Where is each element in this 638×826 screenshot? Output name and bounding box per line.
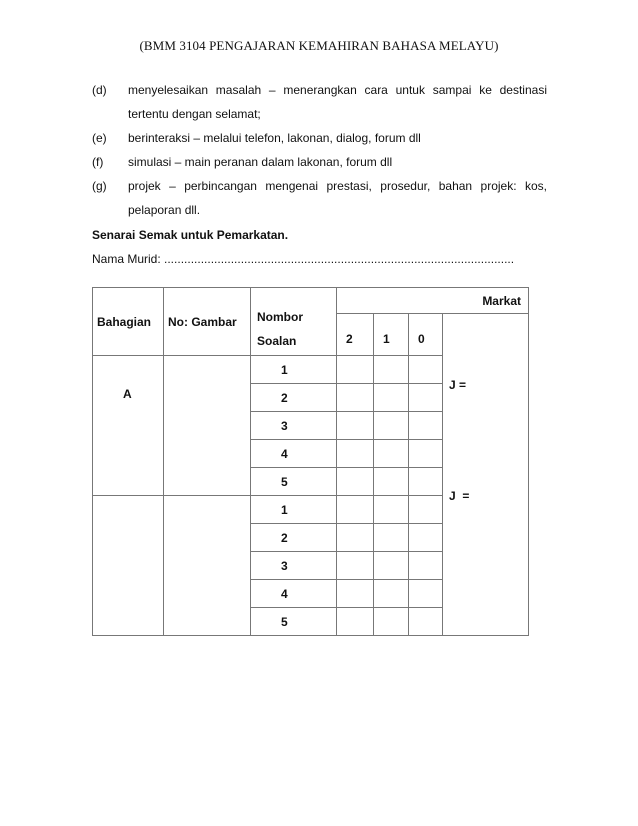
mark-cell[interactable]	[337, 496, 374, 524]
list-marker: (d)	[92, 83, 107, 97]
group-b-label	[93, 496, 164, 636]
group-a-text: A	[123, 386, 132, 401]
activity-list	[92, 78, 547, 222]
question-number: 5	[251, 608, 337, 636]
mark-cell[interactable]	[409, 384, 443, 412]
header-mark-1: 1	[374, 314, 409, 356]
student-name-line: Nama Murid: .........................................................................................................	[92, 252, 515, 266]
total-label-b: J =	[449, 489, 470, 503]
mark-cell[interactable]	[337, 412, 374, 440]
list-text: simulasi – main peranan dalam lakonan, forum dll	[128, 155, 393, 169]
mark-cell[interactable]	[337, 356, 374, 384]
list-text: projek – perbincangan mengenai prestasi, prosedur, bahan projek: kos, pelaporan dll.	[128, 179, 547, 217]
mark-cell[interactable]	[337, 608, 374, 636]
list-marker: (f)	[92, 155, 104, 169]
header-mark-0: 0	[409, 314, 443, 356]
header-no-gambar	[164, 288, 251, 356]
header-bahagian	[93, 288, 164, 356]
mark-cell[interactable]	[337, 524, 374, 552]
list-marker: (g)	[92, 179, 107, 193]
mark-cell[interactable]	[409, 552, 443, 580]
header-nombor-soalan: Nombor Soalan	[251, 288, 337, 356]
header-bahagian-label: Bahagian	[97, 314, 152, 329]
mark-cell[interactable]	[337, 552, 374, 580]
mark-cell[interactable]	[337, 580, 374, 608]
mark-cell[interactable]	[409, 524, 443, 552]
mark-cell[interactable]	[374, 580, 409, 608]
mark-cell[interactable]	[337, 440, 374, 468]
marking-checklist-table	[92, 287, 529, 636]
question-number: 2	[251, 384, 337, 412]
question-number: 1	[251, 356, 337, 384]
mark-cell[interactable]	[409, 440, 443, 468]
list-marker: (e)	[92, 131, 107, 145]
mark-cell[interactable]	[409, 608, 443, 636]
section-title: Senarai Semak untuk Pemarkatan.	[92, 228, 289, 242]
document-header: (BMM 3104 PENGAJARAN KEMAHIRAN BAHASA MELAYU)	[139, 38, 499, 53]
mark-cell[interactable]	[409, 580, 443, 608]
group-a-label	[93, 356, 164, 496]
mark-cell[interactable]	[374, 552, 409, 580]
list-item	[92, 126, 547, 150]
question-number: 2	[251, 524, 337, 552]
header-markat	[337, 288, 529, 314]
mark-cell[interactable]	[374, 468, 409, 496]
mark-cell[interactable]	[409, 496, 443, 524]
mark-cell[interactable]	[374, 384, 409, 412]
header-no-gambar-label: No: Gambar	[168, 314, 237, 329]
list-item	[92, 174, 547, 222]
group-b-gambar-cell[interactable]	[164, 496, 251, 636]
header-mark-2: 2	[337, 314, 374, 356]
question-number: 3	[251, 552, 337, 580]
mark-cell[interactable]	[409, 356, 443, 384]
mark-cell[interactable]	[409, 468, 443, 496]
mark-cell[interactable]	[374, 496, 409, 524]
list-item	[92, 150, 547, 174]
question-number: 1	[251, 496, 337, 524]
mark-cell[interactable]	[374, 608, 409, 636]
list-text: berinteraksi – melalui telefon, lakonan, dialog, forum dll	[128, 131, 421, 145]
header-markat-label: Markat	[482, 293, 521, 308]
question-number: 4	[251, 440, 337, 468]
question-number: 5	[251, 468, 337, 496]
mark-cell[interactable]	[337, 384, 374, 412]
mark-cell[interactable]	[374, 440, 409, 468]
group-a-gambar-cell[interactable]	[164, 356, 251, 496]
total-column	[443, 314, 529, 636]
question-number: 4	[251, 580, 337, 608]
list-text: menyelesaikan masalah – menerangkan cara untuk sampai ke destinasi tertentu dengan selamat;	[128, 83, 547, 121]
mark-cell[interactable]	[374, 356, 409, 384]
mark-cell[interactable]	[337, 468, 374, 496]
mark-cell[interactable]	[374, 524, 409, 552]
total-label-a: J =	[449, 378, 467, 392]
mark-cell[interactable]	[374, 412, 409, 440]
question-number: 3	[251, 412, 337, 440]
mark-cell[interactable]	[409, 412, 443, 440]
list-item	[92, 78, 547, 126]
